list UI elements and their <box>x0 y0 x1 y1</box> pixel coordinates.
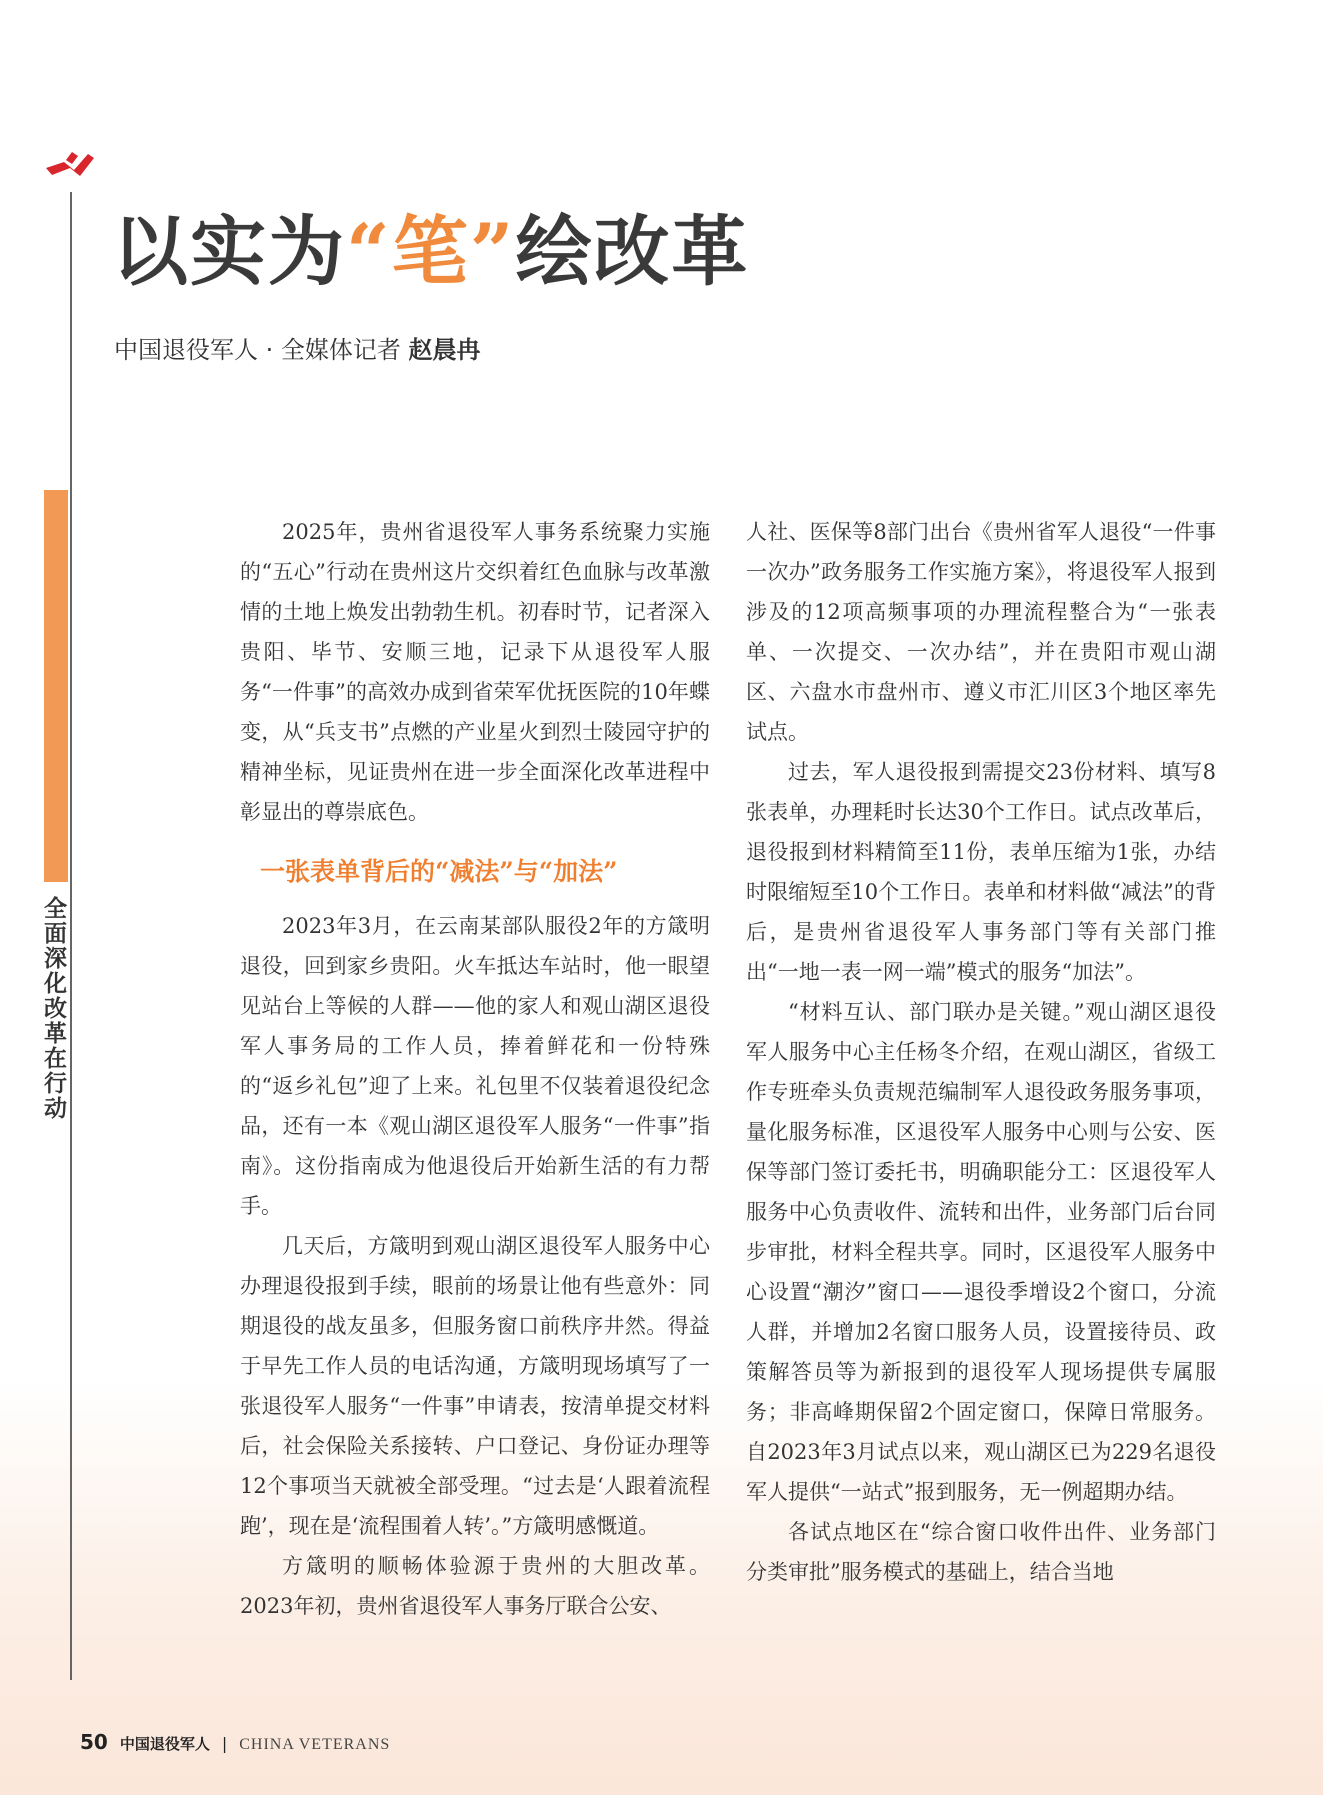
red-ribbon-logo-icon <box>44 148 96 182</box>
right-column <box>746 512 1216 1592</box>
vertical-divider-line <box>70 192 72 1680</box>
section-subheading: 一张表单背后的“减法”与“加法” <box>260 857 618 886</box>
right-paragraph-1: 人社、医保等8部门出台《贵州省军人退役“一件事一次办”政务服务工作实施方案》，将退役军人报到涉及的12项高频事项的办理流程整合为“一张表单、一次提交、一次办结”，并在贵阳市观山湖区、六盘水市盘州市、遵义市汇川区3个地区率先试点。 <box>746 520 1216 744</box>
left-paragraph-4: 方箴明的顺畅体验源于贵州的大胆改革。2023年初，贵州省退役军人事务厅联合公安、 <box>240 1554 710 1618</box>
section-label: 全面深化改革在行动 <box>40 896 66 1121</box>
right-paragraph-2: 过去，军人退役报到需提交23份材料、填写8张表单，办理耗时长达30个工作日。试点改革后，退役报到材料精简至11份，表单压缩为1张，办结时限缩短至10个工作日。表单和材料做“减法”的背后，是贵州省退役军人事务部门等有关部门推出“一地一表一网一端”模式的服务“加法”。 <box>746 760 1216 984</box>
page-number: 50 <box>80 1730 108 1754</box>
page-footer <box>80 1730 390 1754</box>
byline-org: 中国退役军人 · 全媒体记者 <box>114 336 401 364</box>
left-paragraph-1: 2025年，贵州省退役军人事务系统聚力实施的“五心”行动在贵州这片交织着红色血脉与改革激情的土地上焕发出勃勃生机。初春时节，记者深入贵阳、毕节、安顺三地，记录下从退役军人服务“一件事”的高效办成到省荣军优抚医院的10年蝶变，从“兵支书”点燃的产业星火到烈士陵园守护的精神坐标，见证贵州在进一步全面深化改革进程中彰显出的尊崇底色。 <box>240 520 710 824</box>
right-paragraph-3: “材料互认、部门联办是关键。”观山湖区退役军人服务中心主任杨冬介绍，在观山湖区，省级工作专班牵头负责规范编制军人退役政务服务事项，量化服务标准，区退役军人服务中心则与公安、医保等部门签订委托书，明确职能分工：区退役军人服务中心负责收件、流转和出件，业务部门后台同步审批，材料全程共享。同时，区退役军人服务中心设置“潮汐”窗口——退役季增设2个窗口，分流人群，并增加2名窗口服务人员，设置接待员、政策解答员等为新报到的退役军人现场提供专属服务；非高峰期保留2个固定窗口，保障日常服务。自2023年3月试点以来，观山湖区已为229名退役军人提供“一站式”报到服务，无一例超期办结。 <box>746 1000 1216 1504</box>
page-title <box>112 207 750 296</box>
right-paragraph-4: 各试点地区在“综合窗口收件出件、业务部门分类审批”服务模式的基础上，结合当地 <box>746 1520 1216 1584</box>
footer-separator: | <box>221 1734 228 1753</box>
title-highlight: “笔” <box>346 207 516 296</box>
byline-author: 赵晨冉 <box>408 336 481 364</box>
title-prefix: 以实为 <box>112 207 346 296</box>
byline <box>114 330 481 365</box>
magazine-name-cn: 中国退役军人 <box>119 1735 210 1753</box>
title-suffix: 绘改革 <box>515 207 750 296</box>
left-column <box>240 512 710 1626</box>
left-paragraph-2: 2023年3月，在云南某部队服役2年的方箴明退役，回到家乡贵阳。火车抵达车站时，他一眼望见站台上等候的人群——他的家人和观山湖区退役军人事务局的工作人员，捧着鲜花和一份特殊的“返乡礼包”迎了上来。礼包里不仅装着退役纪念品，还有一本《观山湖区退役军人服务“一件事”指南》。这份指南成为他退役后开始新生活的有力帮手。 <box>240 914 710 1218</box>
section-accent-bar <box>44 490 68 882</box>
magazine-name-en: CHINA VETERANS <box>239 1736 391 1753</box>
left-paragraph-3: 几天后，方箴明到观山湖区退役军人服务中心办理退役报到手续，眼前的场景让他有些意外：同期退役的战友虽多，但服务窗口前秩序井然。得益于早先工作人员的电话沟通，方箴明现场填写了一张退役军人服务“一件事”申请表，按清单提交材料后，社会保险关系接转、户口登记、身份证办理等12个事项当天就被全部受理。“过去是‘人跟着流程跑’，现在是‘流程围着人转’。”方箴明感慨道。 <box>240 1234 710 1538</box>
